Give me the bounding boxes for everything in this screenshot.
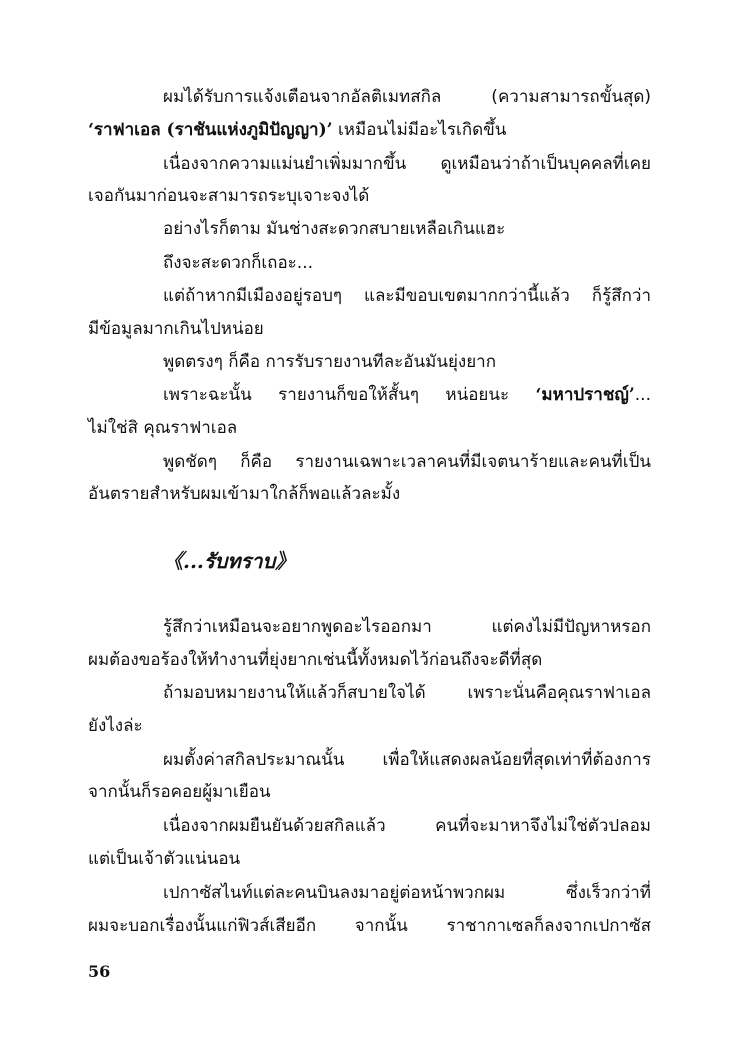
- skill-name-great-sage: ‘มหาปราชญ์’: [535, 385, 635, 405]
- paragraph-7-line-2: ไม่ใช่สิ คุณราฟาเอล: [88, 418, 238, 438]
- paragraph-11-line-1: ผมตั้งค่าสกิลประมาณนั้น เพื่อให้แสดงผลน้อยที่สุดเท่าที่ต้องการ: [163, 750, 651, 770]
- paragraph-5-line-1: แต่ถ้าหากมีเมืองอยู่รอบๆ และมีขอบเขตมากกว่านี้แล้ว ก็รู้สึกว่า: [163, 286, 651, 306]
- skill-name-raphael: ‘ราฟาเอล (ราชันแห่งภูมิปัญญา)’: [88, 120, 333, 140]
- paragraph-2-line-1: เนื่องจากความแม่นยำเพิ่มมากขึ้น ดูเหมือนว่าถ้าเป็นบุคคลที่เคย: [163, 154, 651, 174]
- paragraph-13-line-2: ผมจะบอกเรื่องนั้นแก่ฟิวส์เสียอีก จากนั้น ราชากาเซลก็ลงจากเปกาซัส: [88, 916, 651, 936]
- paragraph-8-line-2: อันตรายสำหรับผมเข้ามาใกล้ก็พอแล้วละมั้ง: [88, 484, 401, 504]
- paragraph-6: พูดตรงๆ ก็คือ การรับรายงานทีละอันมันยุ่งยาก: [163, 352, 497, 372]
- paragraph-9-line-1: รู้สึกว่าเหมือนจะอยากพูดอะไรออกมา แต่คงไม่มีปัญหาหรอก: [163, 617, 651, 637]
- paragraph-13-line-1: เปกาซัสไนท์แต่ละคนบินลงมาอยู่ต่อหน้าพวกผม ซึ่งเร็วกว่าที่: [163, 883, 651, 903]
- paragraph-12-line-1: เนื่องจากผมยืนยันด้วยสกิลแล้ว คนที่จะมาหาจึงไม่ใช่ตัวปลอม: [163, 816, 651, 836]
- page-number: 56: [88, 962, 111, 981]
- paragraph-4: ถึงจะสะดวกก็เถอะ...: [163, 253, 314, 273]
- paragraph-10-line-1: ถ้ามอบหมายงานให้แล้วก็สบายใจได้ เพราะนั่นคือคุณราฟาเอล: [163, 683, 651, 703]
- paragraph-5-line-2: มีข้อมูลมากเกินไปหน่อย: [88, 319, 264, 339]
- paragraph-1-line-2: ‘ราฟาเอล (ราชันแห่งภูมิปัญญา)’ เหมือนไม่มีอะไรเกิดขึ้น: [88, 120, 507, 140]
- paragraph-11-line-2: จากนั้นก็รอคอยผู้มาเยือน: [88, 782, 271, 802]
- paragraph-8-line-1: พูดชัดๆ ก็คือ รายงานเฉพาะเวลาคนที่มีเจตนาร้ายและคนที่เป็น: [163, 452, 651, 472]
- paragraph-1-line-1: ผมได้รับการแจ้งเตือนจากอัลติเมทสกิล (ความสามารถขั้นสุด): [163, 87, 651, 107]
- paragraph-3: อย่างไรก็ตาม มันช่างสะดวกสบายเหลือเกินแฮะ: [163, 219, 506, 239]
- skill-reply-heading: 《...รับทราบ》: [163, 549, 296, 573]
- paragraph-2-line-2: เจอกันมาก่อนจะสามารถระบุเจาะจงได้: [88, 186, 370, 206]
- paragraph-9-line-2: ผมต้องขอร้องให้ทำงานที่ยุ่งยากเช่นนี้ทั้งหมดไว้ก่อนถึงจะดีที่สุด: [88, 650, 543, 670]
- paragraph-7-line-1: เพราะฉะนั้น รายงานก็ขอให้สั้นๆ หน่อยนะ ‘มหาปราชญ์’...: [163, 385, 651, 405]
- paragraph-10-line-2: ยังไงล่ะ: [88, 716, 143, 736]
- paragraph-12-line-2: แต่เป็นเจ้าตัวแน่นอน: [88, 849, 241, 869]
